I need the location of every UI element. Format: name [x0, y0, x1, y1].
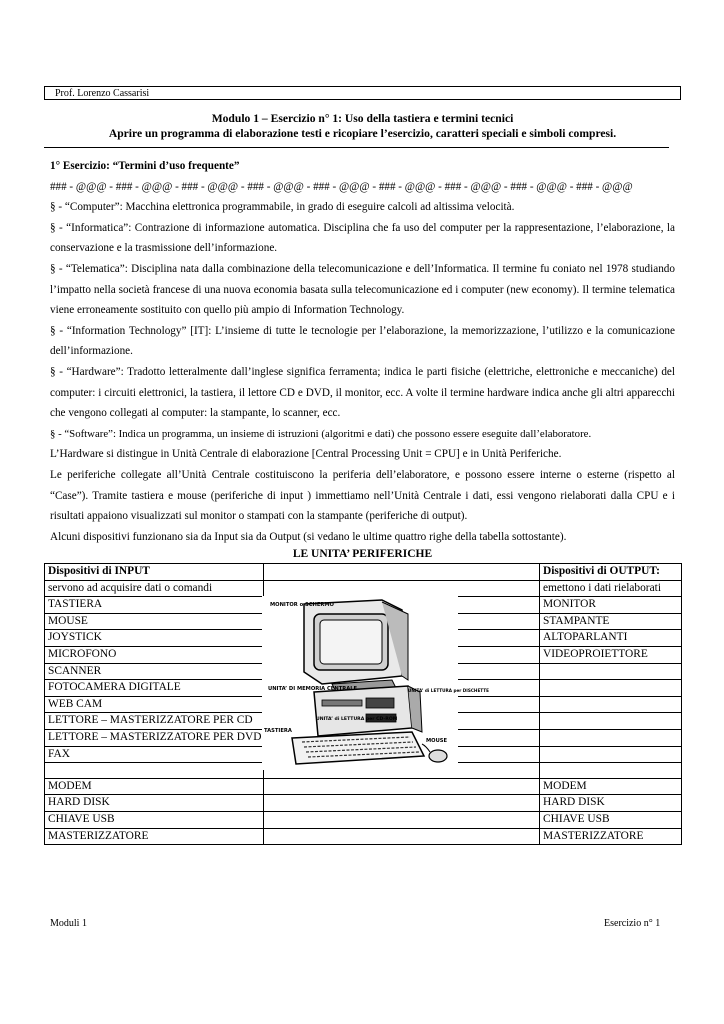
exercise-body: [50, 156, 675, 547]
output-device-cell: [540, 729, 682, 746]
output-device-cell: [540, 746, 682, 763]
output-device-cell: MASTERIZZATORE: [540, 828, 682, 845]
table-row: [45, 564, 682, 581]
table-row: [45, 811, 682, 828]
input-device-cell: MOUSE: [45, 613, 264, 630]
monitor-drawing: [304, 600, 408, 692]
table-row: [45, 580, 682, 597]
input-device-cell: MASTERIZZATORE: [45, 828, 264, 845]
input-device-cell: TASTIERA: [45, 597, 264, 614]
header-author: Prof. Lorenzo Cassarisi: [55, 88, 150, 99]
paragraph-software: § - “Software”: Indica un programma, un insieme di istruzioni (algoritmi e dati) che possono essere eseguite dall’elaboratore.: [50, 427, 592, 440]
output-device-cell: HARD DISK: [540, 795, 682, 812]
footer-left: Moduli 1: [50, 918, 87, 929]
spacer-cell: [264, 811, 540, 828]
label-floppy: UNITA’ di LETTURA per DISCHETTE: [408, 688, 489, 693]
title-line-1: Modulo 1 – Esercizio n° 1: Uso della tastiera e termini tecnici: [211, 112, 514, 125]
input-device-cell: FAX: [45, 746, 264, 763]
input-device-cell: MICROFONO: [45, 646, 264, 663]
paragraph-periferiche: Le periferiche collegate all’Unità Centrale costituiscono la periferia dell’elaboratore, e possono essere interne o esterne (rispetto al “Case”). Tramite tastiera e mouse (periferiche di input ) immettiamo nell’Unità Centrale i dati, essi vengono rielaborati dalla CPU e i risultati appaiono visualizzati sul monitor o stampati con la stampante (periferiche di output).: [50, 468, 675, 523]
footer-right: Esercizio n° 1: [604, 918, 661, 929]
output-device-cell: STAMPANTE: [540, 613, 682, 630]
input-device-cell: Dispositivi di INPUT: [45, 564, 264, 581]
spacer-cell: [264, 778, 540, 795]
title-rule: [44, 147, 669, 148]
label-monitor: MONITOR o SCHERMO: [270, 602, 334, 608]
cpu-case-drawing: [314, 686, 422, 736]
input-device-cell: LETTORE – MASTERIZZATORE PER CD: [45, 713, 264, 730]
spacer-cell: [264, 564, 540, 581]
table-row: [45, 795, 682, 812]
input-device-cell: CHIAVE USB: [45, 811, 264, 828]
table-row: [45, 828, 682, 845]
output-device-cell: [540, 696, 682, 713]
symbols-line: ### - @@@ - ### - @@@ - ### - @@@ - ### - @@@ - ### - @@@ - ### - @@@ - ### - @@@ - ### - @@@ - ### - @@@: [50, 180, 633, 193]
paragraph-informatica: § - “Informatica”: Contrazione di informazione automatica. Disciplina che fa uso del computer per la rappresentazione, l’elaborazione, la conservazione e la trasmissione dell’informazione.: [50, 221, 675, 255]
label-mouse: MOUSE: [426, 738, 448, 744]
exercise-heading: 1° Esercizio: “Termini d’uso frequente”: [50, 160, 240, 172]
input-device-cell: LETTORE – MASTERIZZATORE PER DVD: [45, 729, 264, 746]
input-device-cell: [45, 763, 264, 779]
output-device-cell: emettono i dati rielaborati: [540, 580, 682, 597]
label-cpu: UNITA’ DI MEMORIA CENTRALE: [268, 686, 358, 692]
paragraph-hardware-distinction: L’Hardware si distingue in Unità Centrale di elaborazione [Central Processing Unit = CPU] e in Unità Periferiche.: [50, 448, 562, 461]
paragraph-hardware: § - “Hardware”: Tradotto letteralmente dall’inglese significa ferramenta; indica le parti fisiche (elettriche, elettroniche e meccaniche) del computer: i circuiti elettronici, la tastiera, il lettore CD e DVD, il monitor, ecc. A volte il termine hardware indica anche gli altri apparecchi che vengono collegati al computer: la stampante, lo scanner, ecc.: [50, 365, 675, 420]
mouse-drawing: [422, 744, 447, 762]
output-device-cell: [540, 763, 682, 779]
keyboard-drawing: [292, 732, 424, 764]
header-author-box: [44, 86, 681, 100]
input-device-cell: MODEM: [45, 778, 264, 795]
table-row: [45, 778, 682, 795]
input-device-cell: HARD DISK: [45, 795, 264, 812]
computer-illustration: [262, 596, 489, 770]
output-device-cell: MONITOR: [540, 597, 682, 614]
input-device-cell: servono ad acquisire dati o comandi: [45, 580, 264, 597]
paragraph-telematica: § - “Telematica”: Disciplina nata dalla combinazione della telecomunicazione e dell’Informatica. Il termine fu coniato nel 1978 studiando l’impatto nella società francese di una nuova economia basata sulla telecomunicazione ed i computer (new economy). Il termine telematica viene erroneamente sostituito con quello più ampio di Information Technology.: [50, 262, 675, 317]
table-title: LE UNITA’ PERIFERICHE: [292, 548, 433, 560]
spacer-cell: [264, 795, 540, 812]
input-device-cell: SCANNER: [45, 663, 264, 680]
input-device-cell: WEB CAM: [45, 696, 264, 713]
output-device-cell: Dispositivi di OUTPUT:: [540, 564, 682, 581]
output-device-cell: MODEM: [540, 778, 682, 795]
output-device-cell: VIDEOPROIETTORE: [540, 646, 682, 663]
input-device-cell: FOTOCAMERA DIGITALE: [45, 680, 264, 697]
paragraph-it: § - “Information Technology” [IT]: L’insieme di tutte le tecnologie per l’elaborazione, la memorizzazione, l’utilizzo e la comunicazione dell’informazione.: [50, 324, 675, 358]
output-device-cell: CHIAVE USB: [540, 811, 682, 828]
output-device-cell: [540, 680, 682, 697]
paragraph-computer: § - “Computer”: Macchina elettronica programmabile, in grado di eseguire calcoli ad altissima velocità.: [50, 201, 515, 214]
output-device-cell: [540, 713, 682, 730]
input-device-cell: JOYSTICK: [45, 630, 264, 647]
spacer-cell: [264, 828, 540, 845]
paragraph-io-devices: Alcuni dispositivi funzionano sia da Input sia da Output (si vedano le ultime quattro righe della tabella sottostante).: [50, 530, 567, 543]
title-line-2: Aprire un programma di elaborazione testi e ricopiare l’esercizio, caratteri speciali e simboli compresi.: [108, 127, 617, 140]
spacer-cell: [264, 580, 540, 597]
computer-drawing: [262, 596, 489, 770]
output-device-cell: [540, 663, 682, 680]
output-device-cell: ALTOPARLANTI: [540, 630, 682, 647]
label-cdrom: UNITA’ di LETTURA per CD-ROM: [316, 717, 398, 722]
label-keyboard: TASTIERA: [264, 728, 292, 734]
